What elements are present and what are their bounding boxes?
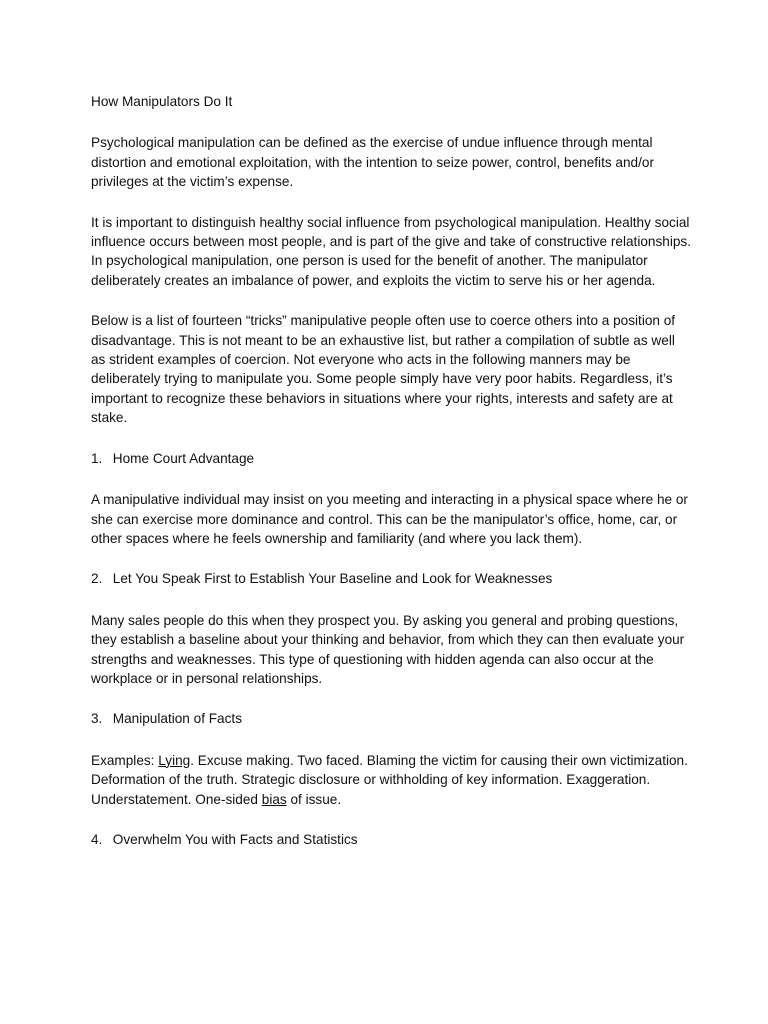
section-heading-3 (91, 709, 691, 728)
section-number: 2. (91, 571, 103, 587)
section-body-3 (91, 751, 691, 809)
section-number: 4. (91, 831, 103, 847)
body-text: of issue. (286, 791, 342, 807)
section-heading-text: Overwhelm You with Facts and Statistics (112, 831, 358, 847)
section-heading-text: Manipulation of Facts (112, 711, 242, 727)
intro-paragraph-3: Below is a list of fourteen “tricks” manipulative people often use to coerce others into a position of disadvantage. This is not meant to be an exhaustive list, but rather a compilation of subtle as well as strident examples of coercion. Not everyone who acts in the following manners may be deliberately trying to manipulate you. Some people simply have very poor habits. Regardless, it’s important to recognize these behaviors in situations where your rights, interests and safety are at stake. (91, 313, 676, 426)
section-body-2: Many sales people do this when they prospect you. By asking you general and probing questions, they establish a baseline about your thinking and behavior, from which they can then evaluate your strengths and weaknesses. This type of questioning with hidden agenda can also occur at the workplace or in personal relationships. (91, 612, 685, 686)
body-text: Examples: (91, 752, 159, 768)
document-page (91, 92, 691, 871)
section-heading-1 (91, 449, 691, 468)
section-number: 3. (91, 711, 103, 727)
section-heading-text: Home Court Advantage (112, 450, 255, 466)
section-number: 1. (91, 450, 103, 466)
section-heading-text: Let You Speak First to Establish Your Baseline and Look for Weaknesses (112, 571, 553, 587)
intro-paragraph-1: Psychological manipulation can be defined as the exercise of undue influence through mental distortion and emotional exploitation, with the intention to seize power, control, benefits and/or privileges at the victim’s expense. (91, 135, 654, 190)
bias-link[interactable]: bias (261, 791, 287, 807)
document-title: How Manipulators Do It (91, 94, 233, 109)
lying-link[interactable]: Lying (158, 752, 191, 768)
body-text: . Excuse making. Two faced. Blaming the victim for causing their own victimization. Deformation of the truth. Strategic disclosure or withholding of key information. Exaggeration. Understatement. One-sided (91, 752, 688, 807)
section-heading-4 (91, 830, 691, 849)
section-body-1: A manipulative individual may insist on you meeting and interacting in a physical space where he or she can exercise more dominance and control. This can be the manipulator’s office, home, car, or other spaces where he feels ownership and familiarity (and where you lack them). (91, 492, 688, 546)
section-heading-2 (91, 569, 691, 588)
intro-paragraph-2: It is important to distinguish healthy social influence from psychological manipulation. Healthy social influence occurs between most people, and is part of the give and take of constructive relationships. In psychological manipulation, one person is used for the benefit of another. The manipulator deliberately creates an imbalance of power, and exploits the victim to serve his or her agenda. (91, 214, 691, 288)
